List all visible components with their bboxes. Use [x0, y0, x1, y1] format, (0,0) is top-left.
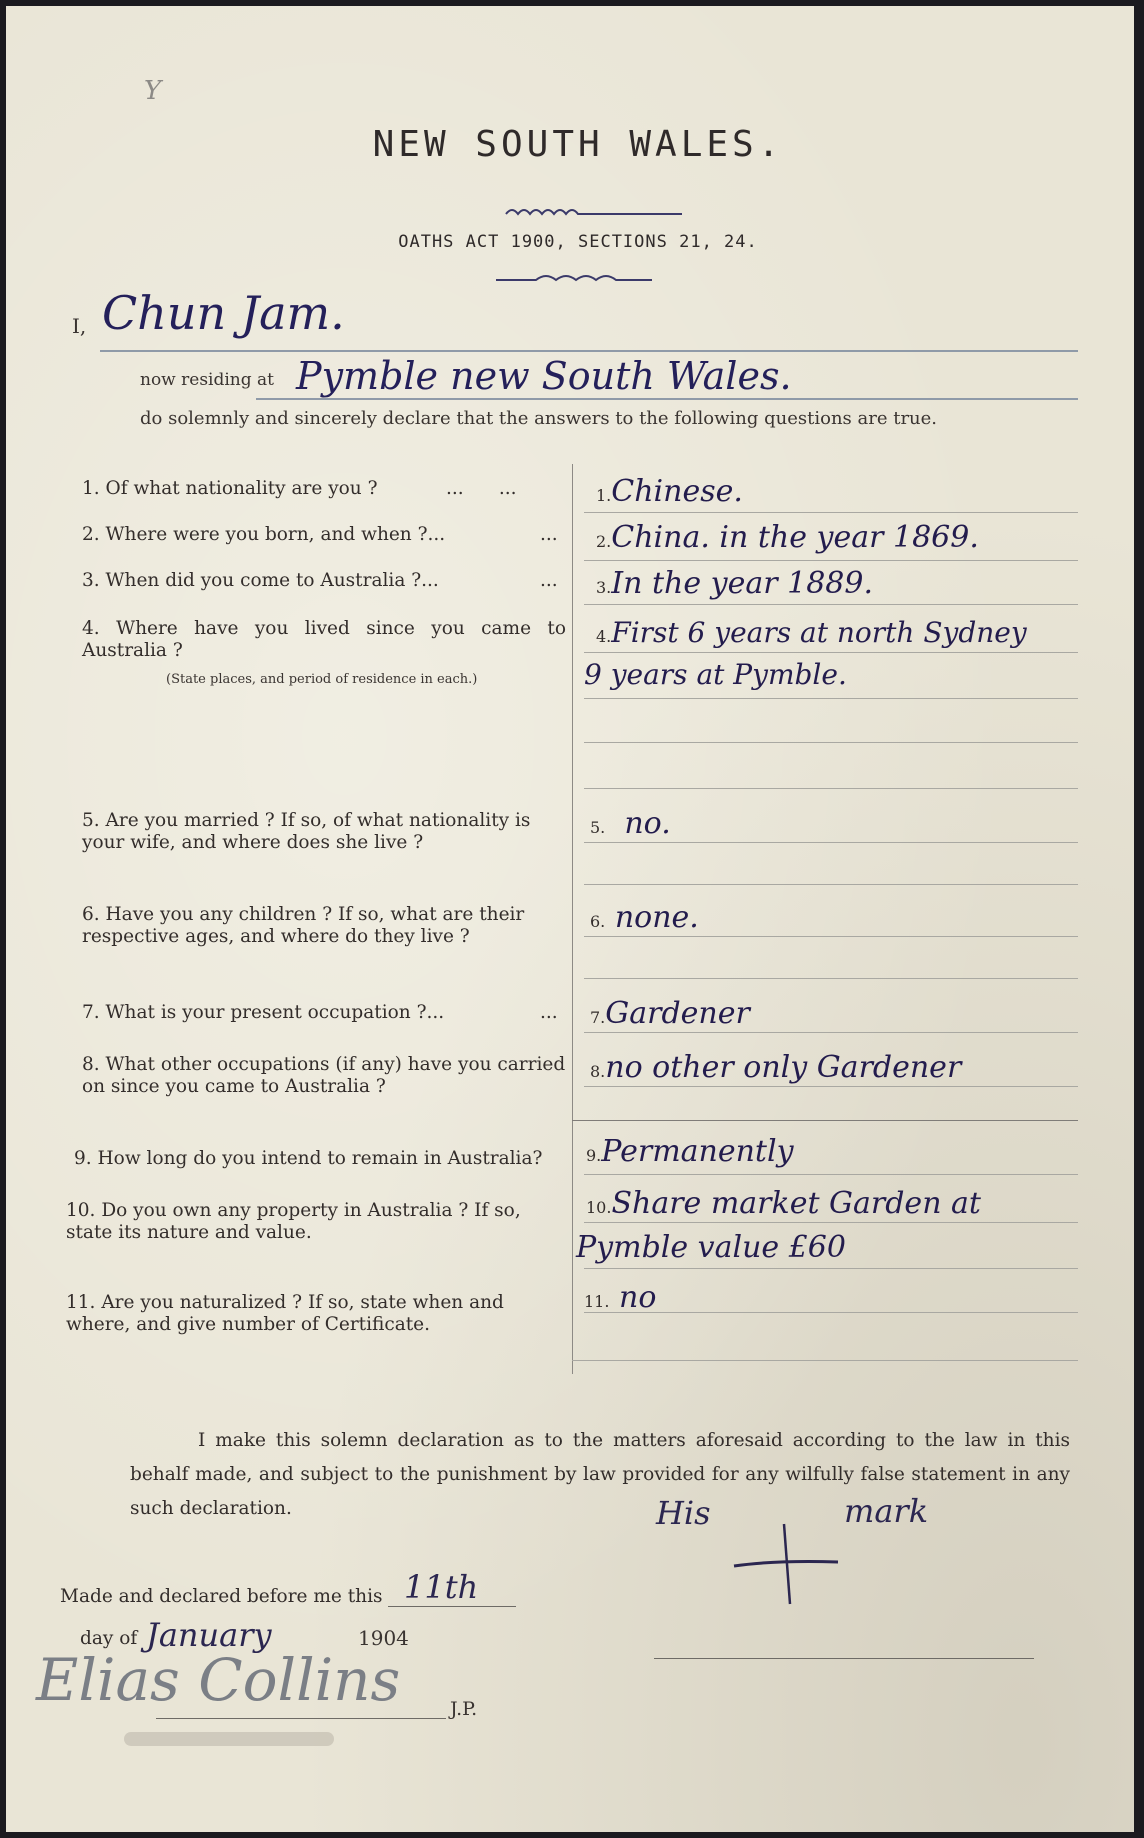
question-11: [66, 1292, 566, 1336]
answer-line-1: [584, 512, 1078, 513]
answer-6: 6. none.: [590, 900, 699, 935]
question-4-note: (State places, and period of residence in each.): [166, 672, 478, 687]
decorative-flourish-icon: [502, 206, 682, 220]
mark-signature-line: [654, 1658, 1034, 1659]
answer-8: 8.no other only Gardener: [590, 1050, 962, 1085]
made-declared-label: Made and declared before me this: [60, 1586, 383, 1607]
question-number: 9.: [74, 1148, 92, 1169]
answer-line-6b: [584, 978, 1078, 979]
answer-line-4d: [584, 788, 1078, 789]
question-5: [82, 810, 566, 854]
leader-dots: ...: [540, 1002, 558, 1023]
decorative-flourish-lower-icon: [494, 272, 674, 286]
act-reference: OATHS ACT 1900, SECTIONS 21, 24.: [398, 232, 758, 252]
residence-value: Pymble new South Wales.: [296, 354, 792, 398]
answer-9: 9.Permanently: [586, 1134, 794, 1169]
answer-3: 3.In the year 1889.: [596, 566, 873, 601]
question-text: Of what nationality are you ?: [105, 478, 378, 499]
answer-line-5: [584, 842, 1078, 843]
question-number: 2.: [82, 524, 100, 545]
question-text: Do you own any property in Australia ? If so, state its nature and value.: [66, 1200, 521, 1243]
question-8: [82, 1054, 566, 1098]
declaration-statement: do solemnly and sincerely declare that the answers to the following questions are true.: [140, 408, 938, 429]
question-text: When did you come to Australia ?...: [105, 570, 439, 591]
question-6: [82, 904, 566, 948]
question-text: Are you married ? If so, of what nationality is your wife, and where does she live ?: [82, 810, 531, 853]
question-number: 4.: [82, 618, 100, 639]
declaration-text: I make this solemn declaration as to the matters aforesaid according to the law in this behalf made, and subject to the punishment by law provided for any wilfully false statement in any such declaration.: [130, 1430, 1070, 1519]
declaration-form: [6, 6, 1134, 1832]
answer-line-4a: [584, 652, 1078, 653]
pencil-mark: Y: [144, 76, 162, 106]
residing-label: now residing at: [140, 370, 275, 390]
answer-4: 4.First 6 years at north Sydney: [596, 616, 1027, 649]
answer-line-6: [584, 936, 1078, 937]
mark-label-his: His: [656, 1494, 711, 1532]
day-line: [388, 1606, 516, 1607]
answer-line-11: [584, 1312, 1078, 1313]
answer-line-7: [584, 1032, 1078, 1033]
jp-signature: Elias Collins: [36, 1646, 401, 1714]
jp-label: J.P.: [450, 1698, 478, 1720]
answer-5: 5. no.: [590, 806, 671, 841]
residence-line: [256, 398, 1078, 400]
answer-line-5b: [584, 884, 1078, 885]
mark-label-mark: mark: [844, 1492, 929, 1530]
answer-line-4c: [584, 742, 1078, 743]
answer-10-line-2: Pymble value £60: [576, 1230, 846, 1265]
answer-7: 7.Gardener: [590, 996, 750, 1031]
answer-line-10b: [584, 1268, 1078, 1269]
question-number: 11.: [66, 1292, 96, 1313]
answer-line-9: [584, 1174, 1078, 1175]
day-of-label: day of: [80, 1628, 138, 1649]
cross-mark-icon: [726, 1518, 846, 1608]
question-number: 5.: [82, 810, 100, 831]
question-text: Where were you born, and when ?...: [105, 524, 446, 545]
question-text: Have you any children ? If so, what are their respective ages, and where do they live ?: [82, 904, 525, 947]
question-text: Are you naturalized ? If so, state when and where, and give number of Certificate.: [66, 1292, 504, 1335]
jp-signature-line: [156, 1718, 446, 1719]
answer-11: 11. no: [584, 1280, 657, 1315]
answer-line-10a: [584, 1222, 1078, 1223]
question-1: [82, 478, 562, 500]
jurat-month: January: [146, 1616, 272, 1654]
question-number: 10.: [66, 1200, 96, 1221]
question-number: 3.: [82, 570, 100, 591]
answer-line-4b: [584, 698, 1078, 699]
answer-4-line-2: 9 years at Pymble.: [584, 658, 847, 691]
answer-2: 2.China. in the year 1869.: [596, 520, 979, 555]
paper-smudge: [124, 1732, 334, 1746]
question-2: [82, 524, 562, 546]
column-divider: [572, 464, 573, 1374]
declarant-name: Chun Jam.: [102, 286, 345, 340]
name-line: [100, 350, 1078, 352]
section-divider: [572, 1120, 1078, 1121]
question-9: [74, 1148, 566, 1170]
answer-line-8: [584, 1086, 1078, 1087]
answer-1: 1.Chinese.: [596, 474, 743, 509]
declarant-prefix: I,: [72, 314, 87, 338]
question-text: What other occupations (if any) have you carried on since you came to Australia ?: [82, 1054, 566, 1097]
question-text: How long do you intend to remain in Australia?: [97, 1148, 543, 1169]
question-text: What is your present occupation ?...: [105, 1002, 445, 1023]
question-3: [82, 570, 562, 592]
answer-line-2: [584, 560, 1078, 561]
leader-dots: ...: [540, 570, 558, 591]
answer-line-3: [584, 604, 1078, 605]
question-number: 1.: [82, 478, 100, 499]
leader-dots: ...: [540, 524, 558, 545]
jurat-day: 11th: [404, 1568, 479, 1606]
leader-dots: ... ...: [446, 478, 517, 499]
question-number: 8.: [82, 1054, 100, 1075]
answer-line-11b: [572, 1360, 1078, 1361]
page-title: NEW SOUTH WALES.: [372, 124, 784, 165]
question-4: [82, 618, 566, 662]
answer-10: 10.Share market Garden at: [586, 1186, 981, 1221]
question-text: Where have you lived since you came to Australia ?: [82, 618, 566, 661]
question-10: [66, 1200, 566, 1244]
question-number: 6.: [82, 904, 100, 925]
question-number: 7.: [82, 1002, 100, 1023]
jurat-year: 1904: [358, 1626, 409, 1650]
question-7: [82, 1002, 562, 1024]
